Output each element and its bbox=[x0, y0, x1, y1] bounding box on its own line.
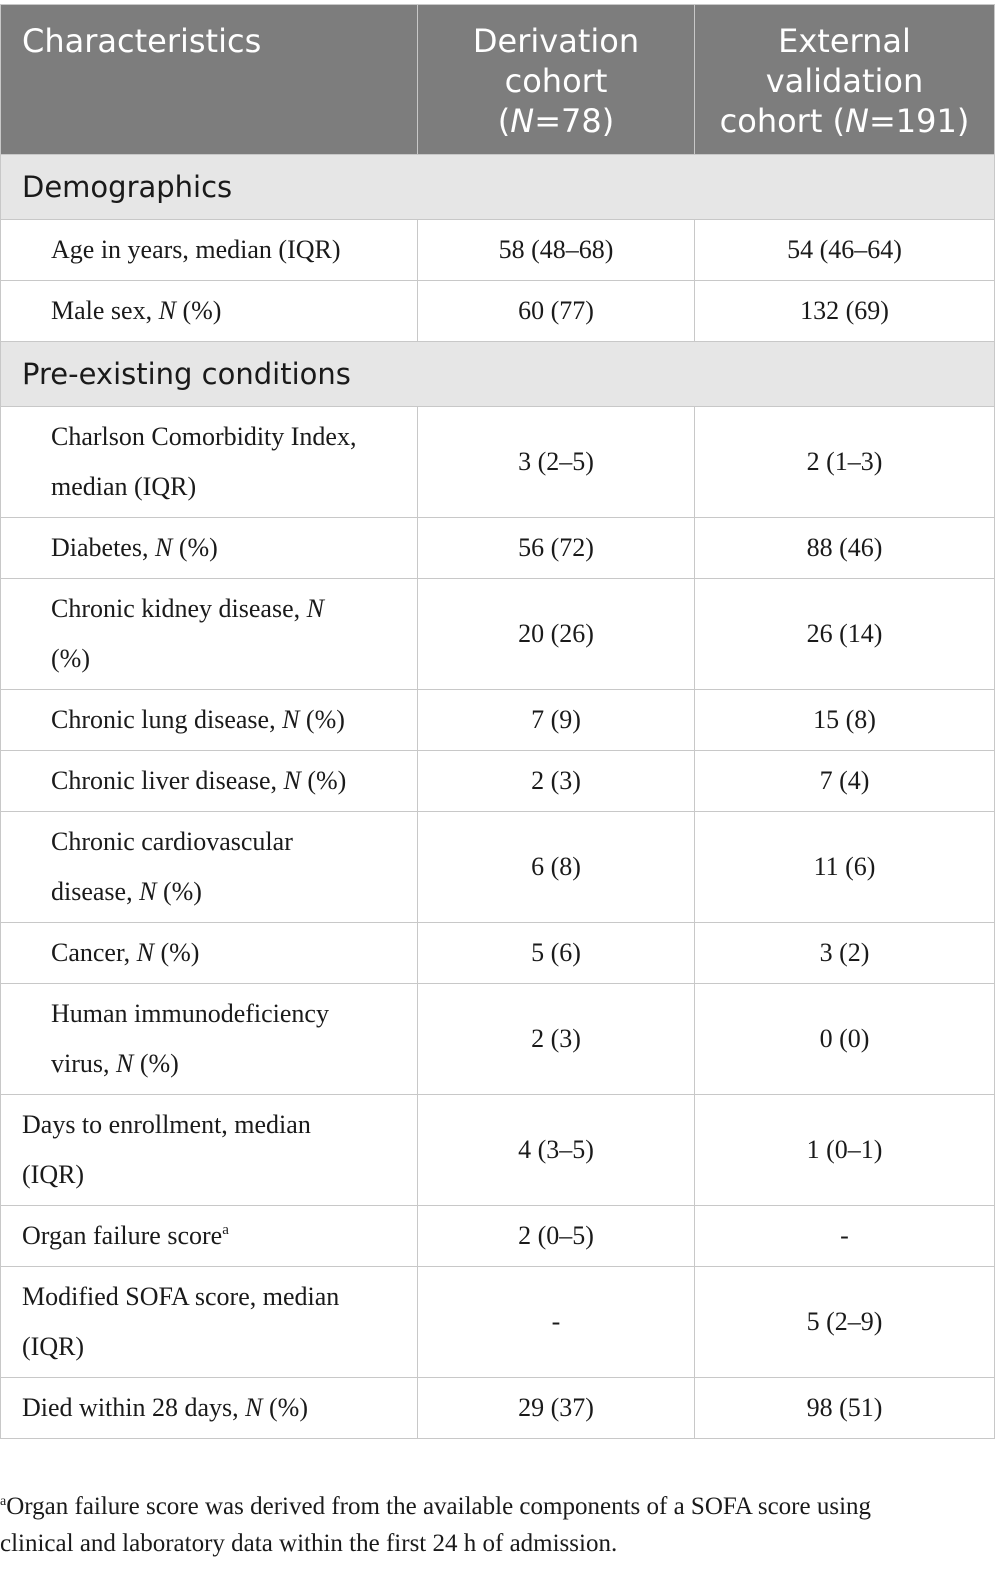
header-derivation-line1: Derivation bbox=[472, 22, 640, 60]
n-italic: N bbox=[283, 766, 301, 795]
row-label-cardio bbox=[1, 812, 418, 923]
n-italic: N bbox=[245, 1393, 263, 1422]
header-validation-n-suffix: =191) bbox=[868, 102, 970, 140]
derivation-value-cancer: 5 (6) bbox=[418, 923, 695, 984]
table-row-died bbox=[1, 1378, 995, 1439]
n-italic: N bbox=[136, 938, 154, 967]
footnote-line2: clinical and laboratory data within the first 24 h of admission. bbox=[0, 1530, 618, 1557]
header-derivation-cohort bbox=[418, 5, 695, 155]
pct-suffix: (%) bbox=[153, 938, 200, 967]
derivation-value-male-sex: 60 (77) bbox=[418, 281, 695, 342]
validation-value-cancer: 3 (2) bbox=[695, 923, 995, 984]
table-row-cardio bbox=[1, 812, 995, 923]
table-row-lung bbox=[1, 690, 995, 751]
row-label-sofa bbox=[1, 1267, 418, 1378]
table-row-organ-failure bbox=[1, 1206, 995, 1267]
validation-value-male-sex: 132 (69) bbox=[695, 281, 995, 342]
table-row-days-to-enrollment bbox=[1, 1095, 995, 1206]
row-label-hiv-line1: Human immunodeficiency bbox=[51, 999, 329, 1028]
n-italic: N bbox=[116, 1049, 134, 1078]
row-label-cardio-line1: Chronic cardiovascular bbox=[51, 827, 293, 856]
table-row-diabetes bbox=[1, 518, 995, 579]
validation-value-died: 98 (51) bbox=[695, 1378, 995, 1439]
n-italic: N bbox=[282, 705, 300, 734]
section-pre-existing-conditions: Pre-existing conditions bbox=[1, 342, 995, 407]
row-label-diabetes bbox=[1, 518, 418, 579]
row-label-organ-failure bbox=[1, 1206, 418, 1267]
pct-suffix: (%) bbox=[156, 877, 202, 906]
validation-value-age: 54 (46–64) bbox=[695, 220, 995, 281]
derivation-value-organ-failure: 2 (0–5) bbox=[418, 1206, 695, 1267]
validation-value-organ-failure: - bbox=[695, 1206, 995, 1267]
header-derivation-n-italic: N bbox=[510, 102, 535, 140]
row-label-cancer-text: Cancer, bbox=[51, 938, 137, 967]
table-row-charlson bbox=[1, 407, 995, 518]
row-label-ckd-text: Chronic kidney disease, bbox=[51, 594, 307, 623]
validation-value-diabetes: 88 (46) bbox=[695, 518, 995, 579]
validation-value-ckd: 26 (14) bbox=[695, 579, 995, 690]
header-derivation-n-suffix: =78) bbox=[534, 102, 615, 140]
validation-value-lung: 15 (8) bbox=[695, 690, 995, 751]
validation-value-charlson: 2 (1–3) bbox=[695, 407, 995, 518]
n-italic: N bbox=[139, 877, 157, 906]
validation-value-hiv: 0 (0) bbox=[695, 984, 995, 1095]
row-label-age: Age in years, median (IQR) bbox=[1, 220, 418, 281]
table-footnote bbox=[0, 1488, 994, 1562]
row-label-ckd-line2: (%) bbox=[51, 644, 90, 673]
derivation-value-died: 29 (37) bbox=[418, 1378, 695, 1439]
derivation-value-lung: 7 (9) bbox=[418, 690, 695, 751]
row-label-hiv bbox=[1, 984, 418, 1095]
validation-value-sofa: 5 (2–9) bbox=[695, 1267, 995, 1378]
validation-value-days: 1 (0–1) bbox=[695, 1095, 995, 1206]
header-characteristics-text: Characteristics bbox=[22, 22, 262, 60]
row-label-lung-text: Chronic lung disease, bbox=[51, 705, 283, 734]
table-row-sofa bbox=[1, 1267, 995, 1378]
row-label-sofa-line2: (IQR) bbox=[22, 1332, 85, 1361]
derivation-value-cardio: 6 (8) bbox=[418, 812, 695, 923]
row-label-died bbox=[1, 1378, 418, 1439]
footnote-line1: Organ failure score was derived from the available components of a SOFA score using bbox=[6, 1493, 872, 1520]
footnote-marker: a bbox=[222, 1222, 229, 1238]
header-validation-n-prefix: cohort ( bbox=[719, 102, 846, 140]
table-row-ckd bbox=[1, 579, 995, 690]
row-label-cancer bbox=[1, 923, 418, 984]
row-label-days-line1: Days to enrollment, median bbox=[22, 1110, 311, 1139]
table-row-male-sex bbox=[1, 281, 995, 342]
header-validation-n-italic: N bbox=[845, 102, 869, 140]
row-label-organ-failure-text: Organ failure score bbox=[22, 1221, 223, 1250]
row-label-hiv-line2: virus, bbox=[51, 1049, 116, 1078]
pct-suffix: (%) bbox=[172, 533, 218, 562]
derivation-value-sofa: - bbox=[418, 1267, 695, 1378]
section-row-pre-existing bbox=[1, 342, 995, 407]
derivation-value-charlson: 3 (2–5) bbox=[418, 407, 695, 518]
row-label-charlson-line1: Charlson Comorbidity Index, bbox=[51, 422, 357, 451]
row-label-ckd bbox=[1, 579, 418, 690]
validation-value-liver: 7 (4) bbox=[695, 751, 995, 812]
table-row-hiv bbox=[1, 984, 995, 1095]
derivation-value-days: 4 (3–5) bbox=[418, 1095, 695, 1206]
n-italic: N bbox=[158, 296, 176, 325]
validation-value-cardio: 11 (6) bbox=[695, 812, 995, 923]
derivation-value-ckd: 20 (26) bbox=[418, 579, 695, 690]
row-label-charlson bbox=[1, 407, 418, 518]
n-italic: N bbox=[306, 594, 324, 623]
section-row-demographics bbox=[1, 155, 995, 220]
header-validation-line2: validation bbox=[765, 62, 924, 100]
row-label-liver bbox=[1, 751, 418, 812]
derivation-value-age: 58 (48–68) bbox=[418, 220, 695, 281]
section-demographics: Demographics bbox=[1, 155, 995, 220]
derivation-value-hiv: 2 (3) bbox=[418, 984, 695, 1095]
row-label-days-line2: (IQR) bbox=[22, 1160, 85, 1189]
row-label-days-to-enrollment bbox=[1, 1095, 418, 1206]
row-label-sofa-line1: Modified SOFA score, median bbox=[22, 1282, 340, 1311]
pct-suffix: (%) bbox=[300, 766, 347, 795]
footnote-sup: a bbox=[0, 1494, 7, 1509]
characteristics-table bbox=[0, 4, 995, 1439]
pct-suffix: (%) bbox=[299, 705, 345, 734]
header-validation-line1: External bbox=[778, 22, 911, 60]
header-characteristics bbox=[1, 5, 418, 155]
table-row-cancer bbox=[1, 923, 995, 984]
pct-suffix: (%) bbox=[262, 1393, 308, 1422]
table-row-age bbox=[1, 220, 995, 281]
header-row bbox=[1, 5, 995, 155]
row-label-male-sex bbox=[1, 281, 418, 342]
n-italic: N bbox=[154, 533, 173, 562]
row-label-died-text: Died within 28 days, bbox=[22, 1393, 246, 1422]
derivation-value-liver: 2 (3) bbox=[418, 751, 695, 812]
pct-suffix: (%) bbox=[175, 296, 222, 325]
header-validation-cohort bbox=[695, 5, 995, 155]
row-label-cardio-line2: disease, bbox=[51, 877, 140, 906]
row-label-diabetes-text: Diabetes, bbox=[51, 533, 155, 562]
derivation-value-diabetes: 56 (72) bbox=[418, 518, 695, 579]
row-label-charlson-line2: median (IQR) bbox=[51, 472, 197, 501]
characteristics-table-container bbox=[0, 4, 994, 1439]
row-label-lung bbox=[1, 690, 418, 751]
row-label-liver-text: Chronic liver disease, bbox=[51, 766, 284, 795]
row-label-male-sex-text: Male sex, bbox=[51, 296, 159, 325]
header-derivation-n-prefix: ( bbox=[497, 102, 511, 140]
pct-suffix: (%) bbox=[133, 1049, 179, 1078]
table-row-liver bbox=[1, 751, 995, 812]
header-derivation-line2: cohort bbox=[504, 62, 608, 100]
